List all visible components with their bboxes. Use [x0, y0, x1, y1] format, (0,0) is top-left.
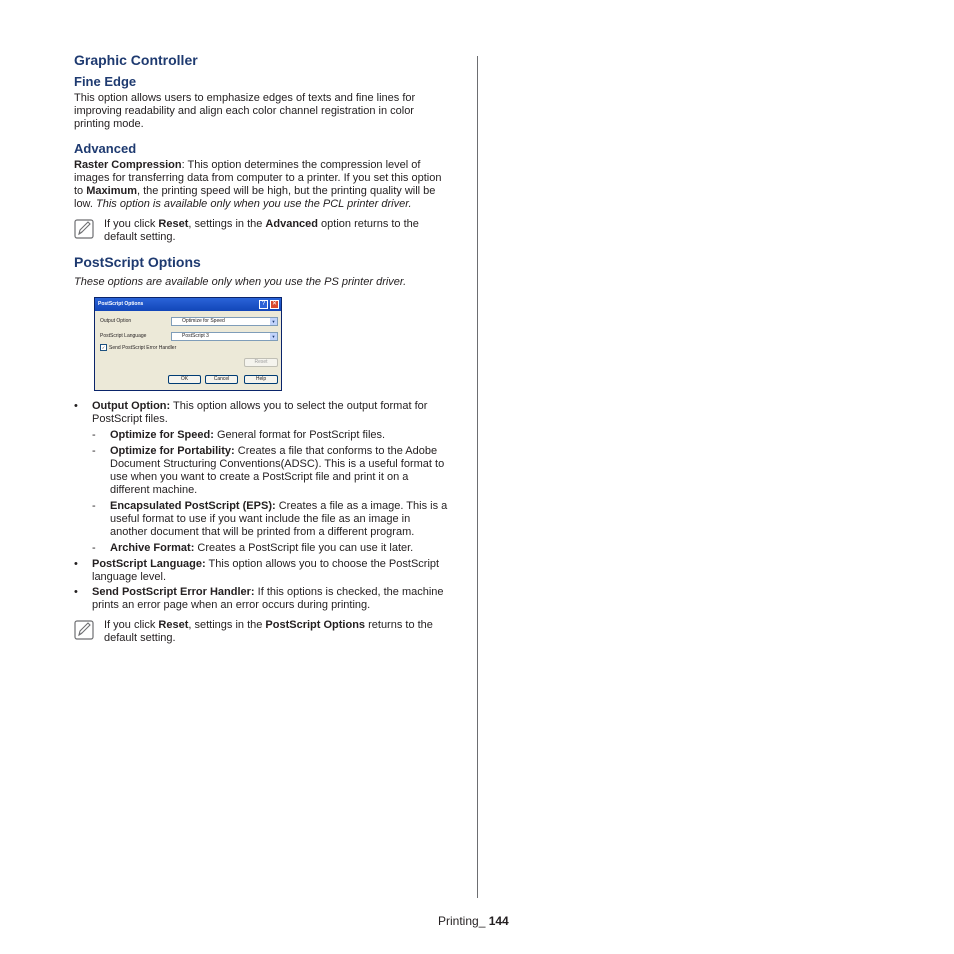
output-option-term: Output Option:: [92, 400, 171, 412]
archive-format-term: Archive Format:: [110, 542, 195, 554]
dialog-title-bar: PostScript Options: [95, 298, 281, 311]
checkmark-icon[interactable]: ✓: [101, 345, 106, 350]
error-handler-label: Send PostScript Error Handler: [109, 344, 177, 351]
error-handler-checkbox[interactable]: [100, 344, 176, 351]
fine-edge-heading: Fine Edge: [74, 74, 137, 89]
postscript-language-select[interactable]: [171, 332, 278, 341]
note-postscript-reset: [74, 619, 448, 645]
output-option-desc: This option allows you to select the output format for PostScript files.: [92, 400, 428, 425]
chevron-down-icon[interactable]: ▼: [271, 334, 276, 339]
output-option-label: Output Option: [100, 318, 132, 324]
left-column: [74, 52, 448, 655]
note2-postscript-options: PostScript Options: [265, 619, 366, 631]
page-number: 144: [488, 914, 509, 928]
eps-term: Encapsulated PostScript (EPS):: [110, 500, 276, 512]
note2-reset: Reset: [158, 619, 189, 631]
note2-text-b: , settings in the: [188, 619, 266, 631]
raster-maximum: Maximum: [86, 185, 137, 197]
note-advanced-reset: [74, 218, 448, 244]
postscript-language-desc: This option allows you to choose the PostScript language level.: [92, 558, 440, 583]
page-footer: [438, 914, 509, 928]
note2-text-a: If you click: [104, 619, 159, 631]
postscript-options-heading: PostScript Options: [74, 254, 201, 270]
help-button[interactable]: Help: [244, 375, 278, 384]
optimize-speed-term: Optimize for Speed:: [110, 429, 214, 441]
raster-text-1: : This option determines the compression level of images for transferring data from computer to a printer. If you set this option to: [74, 159, 442, 197]
list-item-eps: [92, 500, 448, 539]
note1-text-c: option returns to the default setting.: [104, 218, 419, 243]
list-item-optimize-speed: [92, 429, 448, 442]
list-item-output-option: [74, 400, 448, 555]
advanced-heading: Advanced: [74, 141, 137, 156]
note-pencil-icon: [74, 219, 94, 239]
dialog-help-icon[interactable]: ?: [259, 300, 268, 309]
optimize-speed-desc: General format for PostScript files.: [213, 429, 386, 441]
list-item-archive-format: [92, 542, 448, 555]
ok-button[interactable]: OK: [168, 375, 201, 384]
note1-advanced: Advanced: [265, 218, 318, 230]
list-item-optimize-portability: [92, 445, 448, 497]
output-option-select[interactable]: [171, 317, 278, 326]
reset-button[interactable]: Reset: [244, 358, 278, 367]
output-option-value: Optimize for Speed: [182, 318, 225, 324]
dialog-close-icon[interactable]: ✕: [271, 301, 278, 307]
raster-text-2: , the printing speed will be high, but the printing quality will be low.: [74, 185, 436, 210]
postscript-intro: [74, 276, 448, 289]
column-divider: [477, 56, 478, 898]
output-option-sublist: [92, 429, 448, 555]
note1-reset: Reset: [158, 218, 189, 230]
graphic-controller-heading: Graphic Controller: [74, 52, 198, 68]
raster-compression-paragraph: [74, 159, 448, 211]
postscript-options-dialog: [94, 297, 282, 391]
chevron-down-icon[interactable]: ▼: [271, 319, 276, 324]
note2-text-c: returns to the default setting.: [104, 619, 433, 644]
cancel-button[interactable]: Cancel: [205, 375, 238, 384]
optimize-portability-term: Optimize for Portability:: [110, 445, 235, 457]
note-pencil-icon: [74, 620, 94, 640]
list-item-error-handler: [74, 586, 448, 612]
error-handler-term: Send PostScript Error Handler:: [92, 586, 255, 598]
postscript-options-list: [74, 400, 448, 612]
raster-compression-term: Raster Compression: [74, 159, 182, 171]
postscript-language-term: PostScript Language:: [92, 558, 206, 570]
error-handler-desc: If this options is checked, the machine prints an error page when an error occurs during printing.: [92, 586, 444, 611]
postscript-intro-text: These options are available only when you use the PS printer driver.: [74, 276, 407, 288]
optimize-portability-desc: Creates a file that conforms to the Adobe Document Structuring Conventions(ADSC). This is a useful format to use when you want to create a PostScript file and print it on a different machine.: [110, 445, 445, 496]
note1-text-b: , settings in the: [188, 218, 266, 230]
postscript-language-label: PostScript Language: [100, 333, 147, 339]
footer-section-label: Printing_: [438, 914, 489, 928]
raster-pcl-note: This option is available only when you use the PCL printer driver.: [96, 198, 412, 210]
note1-text-a: If you click: [104, 218, 159, 230]
postscript-language-value: PostScript 3: [182, 333, 209, 339]
fine-edge-text: This option allows users to emphasize edges of texts and fine lines for improving readability and align each color channel registration in color printing mode.: [74, 92, 416, 130]
archive-format-desc: Creates a PostScript file you can use it later.: [194, 542, 414, 554]
eps-desc: Creates a file as a image. This is a useful format to use if you want include the file as an image in another document that will be printed from a different program.: [110, 500, 448, 538]
list-item-postscript-language: [74, 558, 448, 584]
